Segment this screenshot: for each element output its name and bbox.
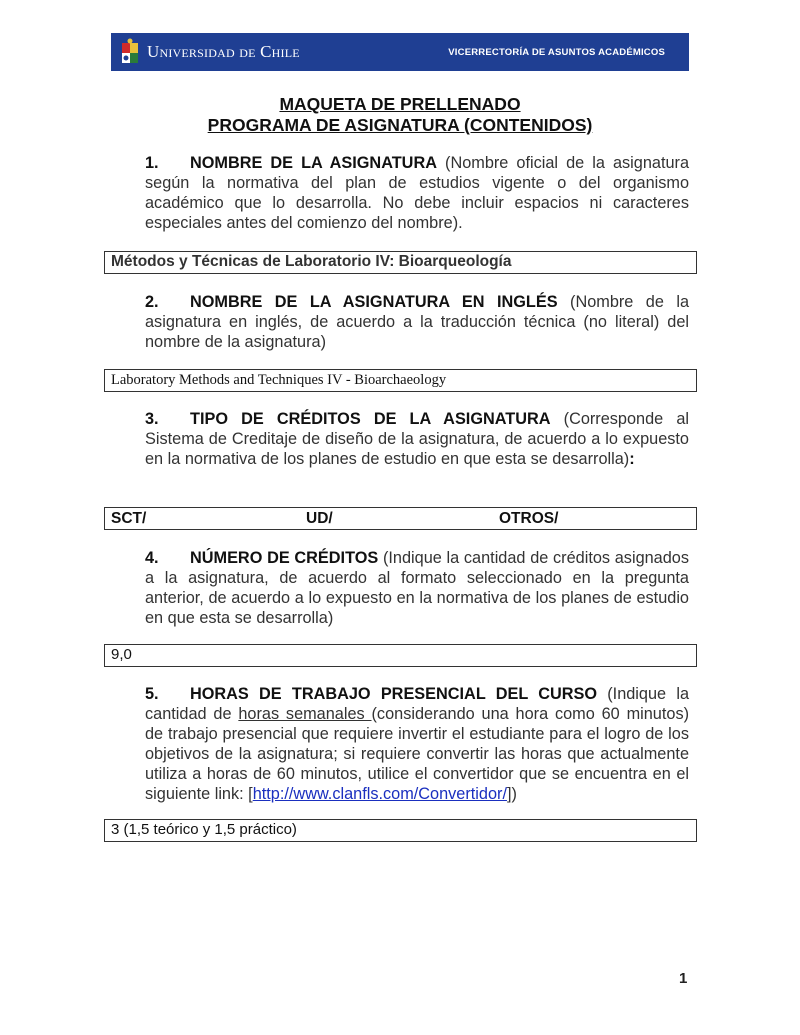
section-description: (Corresponde al Sistema de Creditaje de diseño de la asignatura, de acuerdo a lo expuesto en la normativa de los planes de estudio en que esta se desarrolla) [145,410,689,468]
crest-icon [119,38,141,66]
answer-field-course-name[interactable]: Métodos y Técnicas de Laboratorio IV: Bioarqueología [104,251,697,274]
section-description-underlined: horas semanales [238,705,372,723]
section-heading: NOMBRE DE LA ASIGNATURA [190,154,437,172]
option-otros[interactable]: OTROS/ [499,510,559,527]
section-heading: TIPO DE CRÉDITOS DE LA ASIGNATURA [190,410,551,428]
section-4 [145,548,689,628]
section-description: (Nombre oficial de la asignatura según la normativa del plan de estudios vigente o del organismo académico que lo desarrolla. No debe incluir espacios ni caracteres especiales antes del comienzo del nombre). [145,154,690,232]
convertidor-link[interactable]: http://www.clanfls.com/Convertidor/ [252,785,507,803]
section-number: 5. [145,685,159,703]
section-heading: HORAS DE TRABAJO PRESENCIAL DEL CURSO [190,685,598,703]
section-2 [145,292,689,352]
answer-field-credits[interactable]: 9,0 [104,644,697,667]
section-heading: NOMBRE DE LA ASIGNATURA EN INGLÉS [190,293,558,311]
option-ud[interactable]: UD/ [306,510,333,527]
answer-field-credit-type[interactable] [104,507,697,530]
section-suffix: : [629,450,635,468]
answer-field-hours[interactable]: 3 (1,5 teórico y 1,5 práctico) [104,819,697,842]
university-logo [119,38,300,66]
university-name: Universidad de Chile [147,42,300,61]
section-5 [145,684,689,804]
section-1 [145,153,689,233]
header-banner [111,33,689,71]
answer-field-english-name[interactable]: Laboratory Methods and Techniques IV - Bioarchaeology [104,369,697,392]
vicerrectoria-label: VICERRECTORÍA DE ASUNTOS ACADÉMICOS [448,46,665,58]
section-description-a: (Indique la cantidad de [145,685,689,723]
section-number: 4. [145,549,159,567]
section-heading: NÚMERO DE CRÉDITOS [190,549,379,567]
section-number: 3. [145,410,159,428]
section-description-c: ]) [506,785,517,803]
section-3 [145,409,689,469]
section-description-b: (considerando una hora como 60 minutos) de trabajo presencial que requiere invertir el estudiante para el logro de los objetivos de la asignatura; si requiere convertir las horas que actualmente utiliza a horas de 60 minutos, utilice el convertidor que se encuentra en el siguiente link: [ [145,705,690,803]
document-title-line2: PROGRAMA DE ASIGNATURA (CONTENIDOS) [207,115,593,135]
section-number: 2. [145,293,159,311]
section-number: 1. [145,154,159,172]
document-title-line1: MAQUETA DE PRELLENADO [279,94,521,114]
section-description: (Indique la cantidad de créditos asignados a la asignatura, de acuerdo al formato seleccionado en la pregunta anterior, de acuerdo a lo expuesto en la normativa de los planes de estudio en que esta se desarrolla) [145,549,689,627]
option-sct[interactable]: SCT/ [111,510,147,527]
page-number: 1 [679,970,688,987]
section-description: (Nombre de la asignatura en inglés, de acuerdo a la traducción técnica (no literal) del nombre de la asignatura) [145,293,689,351]
